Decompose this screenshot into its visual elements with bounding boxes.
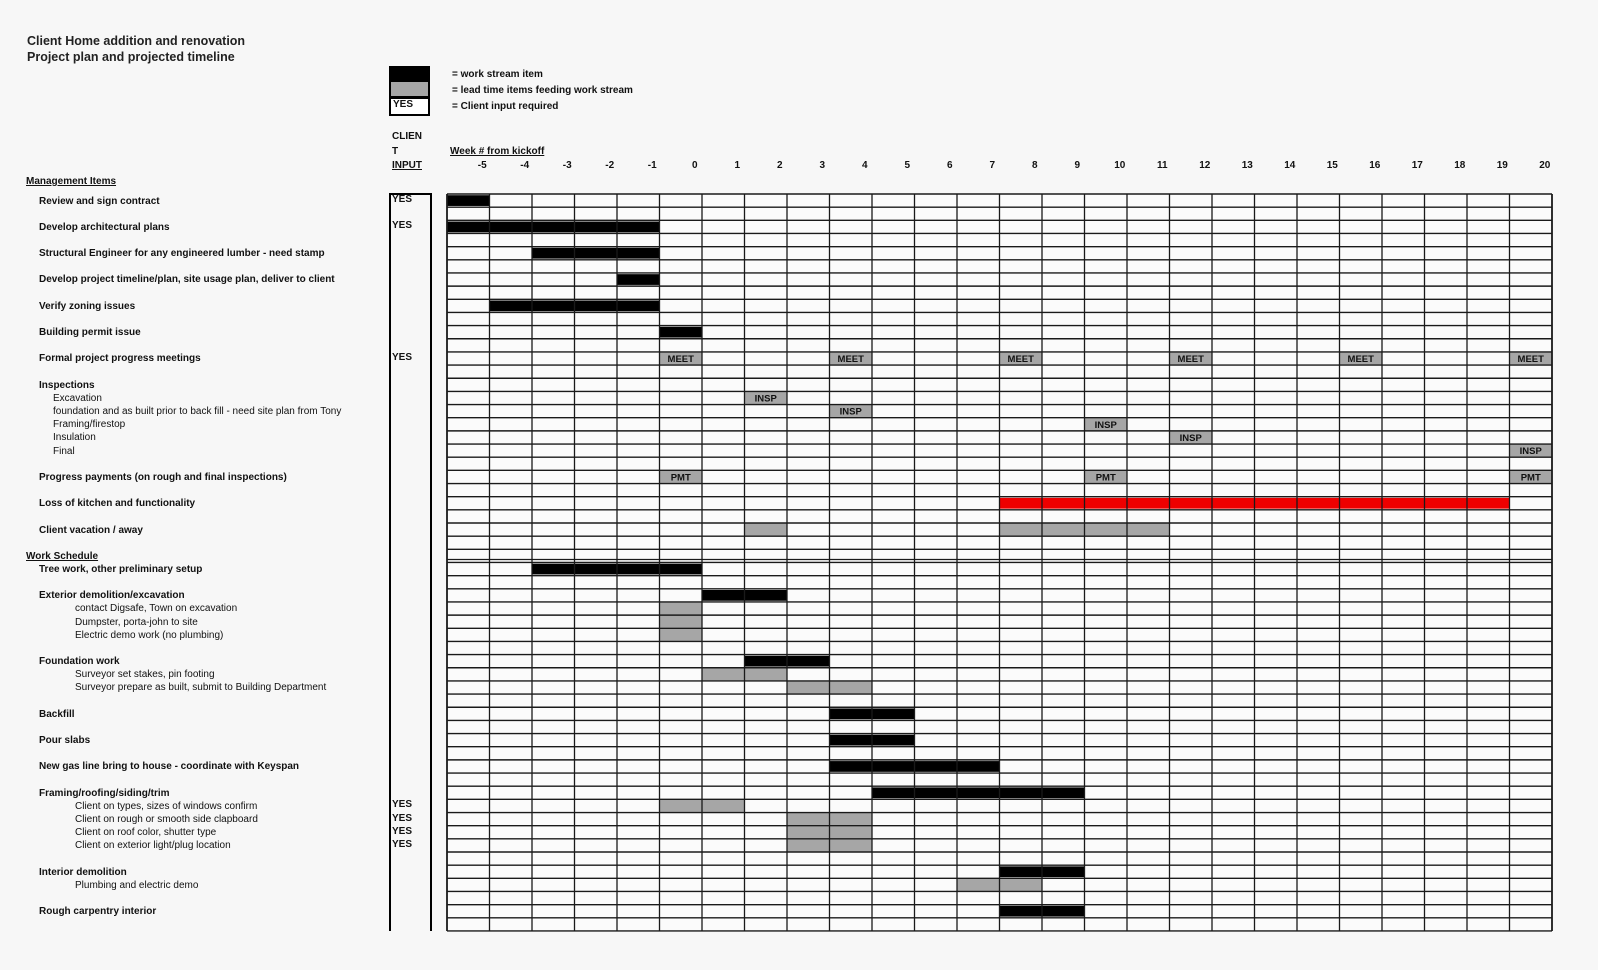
week-label: 6 xyxy=(946,160,953,171)
bar-label: MEET xyxy=(1347,354,1374,365)
legend-yes-box: YES xyxy=(389,97,430,116)
bar-label: PMT xyxy=(1520,472,1541,484)
bar-label: MEET xyxy=(1517,354,1544,365)
bar-label: PMT xyxy=(670,472,691,484)
week-label: -5 xyxy=(477,160,487,171)
legend-work-label: = work stream item xyxy=(452,69,543,80)
bar-label: INSP xyxy=(754,393,777,405)
task-label: foundation and as built prior to back fill - need site plan from Tony xyxy=(53,406,342,418)
title-line-2: Project plan and projected timeline xyxy=(27,50,235,64)
lead-time-bar xyxy=(660,629,703,641)
client-input-yes: YES xyxy=(392,812,413,824)
task-label: Review and sign contract xyxy=(39,195,160,207)
week-label: 12 xyxy=(1199,160,1211,171)
task-label: Formal project progress meetings xyxy=(39,353,201,365)
client-input-header-2: T xyxy=(392,146,399,157)
title-line-1: Client Home addition and renovation xyxy=(27,34,246,48)
week-label: -3 xyxy=(562,160,572,171)
week-label: 17 xyxy=(1411,160,1423,171)
bar-label: MEET xyxy=(667,354,694,365)
lead-time-bar xyxy=(660,616,703,628)
client-input-yes: YES xyxy=(392,351,413,363)
work-stream-bar xyxy=(532,248,660,259)
task-label: Rough carpentry interior xyxy=(39,906,157,918)
work-stream-bar xyxy=(660,327,703,338)
week-label: 13 xyxy=(1241,160,1253,171)
week-label: 0 xyxy=(691,160,698,171)
task-label: Loss of kitchen and functionality xyxy=(39,498,196,510)
task-label: Inspections xyxy=(39,379,95,391)
week-label: 20 xyxy=(1539,160,1551,171)
bar-label: MEET xyxy=(1177,354,1204,365)
week-label: 18 xyxy=(1454,160,1466,171)
week-label: 1 xyxy=(734,160,741,171)
bar-label: PMT xyxy=(1095,472,1116,484)
task-label: Client on exterior light/plug location xyxy=(75,840,231,852)
work-stream-bar xyxy=(447,222,660,233)
client-input-yes: YES xyxy=(392,825,413,837)
client-input-header-3: INPUT xyxy=(392,160,422,171)
bar-label: MEET xyxy=(837,354,864,365)
week-label: 16 xyxy=(1369,160,1381,171)
task-label: Plumbing and electric demo xyxy=(75,879,199,891)
week-label: 10 xyxy=(1114,160,1126,171)
task-label: Insulation xyxy=(53,432,96,444)
task-label: Electric demo work (no plumbing) xyxy=(75,629,224,641)
task-label: Foundation work xyxy=(39,656,120,668)
week-label: 15 xyxy=(1326,160,1338,171)
task-label: Pour slabs xyxy=(39,735,91,747)
task-label: Client on roof color, shutter type xyxy=(75,827,217,839)
task-label: Excavation xyxy=(53,392,102,404)
client-input-yes: YES xyxy=(392,838,413,850)
bar-label: MEET xyxy=(1007,354,1034,365)
work-stream-bar xyxy=(447,195,490,206)
task-label: Client on rough or smooth side clapboard xyxy=(75,814,258,826)
week-label: 5 xyxy=(904,160,911,171)
week-label: 8 xyxy=(1031,160,1038,171)
week-label: 11 xyxy=(1156,160,1168,171)
task-label: Client vacation / away xyxy=(39,524,143,536)
work-stream-bar xyxy=(872,787,1085,798)
task-label: Develop architectural plans xyxy=(39,221,170,233)
client-input-yes: YES xyxy=(392,194,413,205)
section-heading: Management Items xyxy=(26,176,117,187)
bar-label: INSP xyxy=(1179,432,1202,444)
week-label: -2 xyxy=(605,160,615,171)
week-label: -1 xyxy=(647,160,657,171)
bar-label: INSP xyxy=(1094,419,1117,431)
task-label: Interior demolition xyxy=(39,866,127,878)
week-label: -4 xyxy=(520,160,530,171)
lead-time-bar xyxy=(660,602,703,614)
task-label: New gas line bring to house - coordinate with Keyspan xyxy=(39,761,300,773)
week-label: 3 xyxy=(819,160,826,171)
client-input-yes: YES xyxy=(392,220,413,232)
task-label: contact Digsafe, Town on excavation xyxy=(75,603,238,615)
week-label: 9 xyxy=(1074,160,1081,171)
task-label: Verify zoning issues xyxy=(39,300,136,312)
task-label: Surveyor set stakes, pin footing xyxy=(75,669,215,681)
task-label: Framing/roofing/siding/trim xyxy=(39,787,170,799)
week-caption: Week # from kickoff xyxy=(450,146,545,157)
task-label: Progress payments (on rough and final inspections) xyxy=(39,471,287,483)
bar-label: INSP xyxy=(1519,446,1542,458)
task-label: Framing/firestop xyxy=(53,419,126,431)
task-label: Client on types, sizes of windows confirm xyxy=(75,800,258,812)
client-input-yes: YES xyxy=(392,799,413,811)
week-label: 19 xyxy=(1496,160,1508,171)
work-stream-bar xyxy=(617,274,660,285)
client-input-header-1: CLIEN xyxy=(392,131,422,142)
week-label: 4 xyxy=(861,160,868,171)
task-label: Backfill xyxy=(39,708,75,720)
bar-label: INSP xyxy=(839,406,862,418)
task-label: Final xyxy=(53,445,75,457)
task-label: Structural Engineer for any engineered lumber - need stamp xyxy=(39,248,325,260)
legend-lead-label: = lead time items feeding work stream xyxy=(452,85,633,96)
legend-client-label: = Client input required xyxy=(452,101,559,112)
week-label: 14 xyxy=(1284,160,1296,171)
task-label: Tree work, other preliminary setup xyxy=(39,563,203,575)
section-heading: Work Schedule xyxy=(26,551,99,563)
week-label: 7 xyxy=(989,160,996,171)
task-label: Develop project timeline/plan, site usage plan, deliver to client xyxy=(39,274,335,286)
task-label: Surveyor prepare as built, submit to Building Department xyxy=(75,682,327,694)
task-label: Building permit issue xyxy=(39,327,141,339)
lead-time-bar xyxy=(745,524,788,536)
task-label: Exterior demolition/excavation xyxy=(39,590,185,602)
task-label: Dumpster, porta-john to site xyxy=(75,616,198,628)
week-label: 2 xyxy=(776,160,783,171)
